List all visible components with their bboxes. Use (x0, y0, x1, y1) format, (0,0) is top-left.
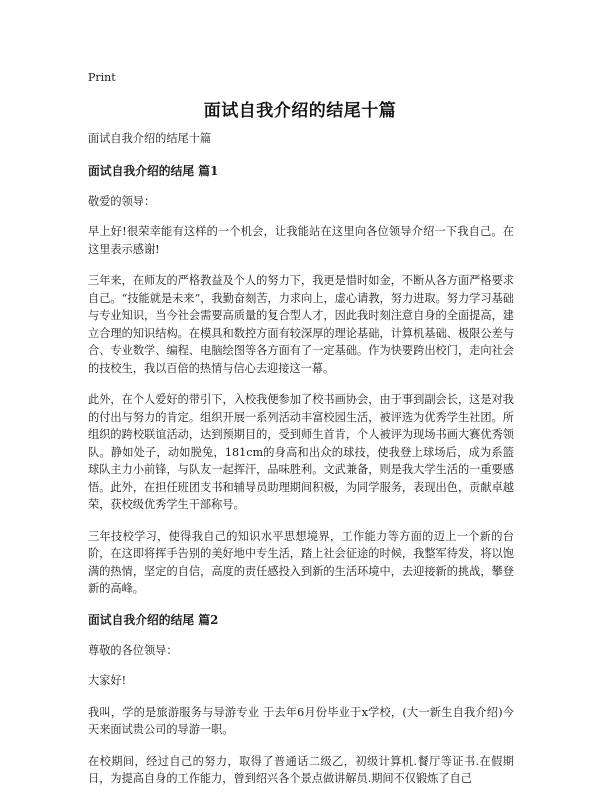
salutation: 敬爱的领导： (88, 194, 156, 208)
document-subtitle: 面试自我介绍的结尾十篇 (88, 132, 212, 145)
paragraph: 我叫，学的是旅游服务与导游专业 于去年6月份毕业于x学校，(大一新生自我介绍)今天来面试贵公司的导游一职。 (88, 705, 514, 736)
salutation: 尊敬的各位领导： (88, 643, 178, 657)
print-label[interactable]: Print (88, 71, 116, 84)
paragraph: 三年技校学习，使得我自己的知识水平思想境界，工作能力等方面的迈上一个新的台阶，在这即将挥手告别的美好地中专生活，踏上社会征途的时候，我整军待发，将以饱满的热情，坚定的自信，高度的责任感投入到新的生活环境中，去迎接新的挑战，攀登新的高峰。 (88, 529, 514, 595)
paragraph: 在校期间，经过自己的努力，取得了普通话二级乙，初级计算机.餐厅等证书.在假期日，为提高自身的工作能力，曾到绍兴各个景点做讲解员.期间不仅锻炼了自己 (88, 754, 514, 785)
paragraph: 早上好!很荣幸能有这样的一个机会，让我能站在这里向各位领导介绍一下我自己。在这里表示感谢! (88, 225, 514, 256)
document-title: 面试自我介绍的结尾十篇 (203, 101, 397, 121)
document-body (88, 130, 514, 802)
section-heading: 面试自我介绍的结尾 篇2 (88, 612, 219, 627)
paragraph: 此外，在个人爱好的带引下，入校我便参加了校书画协会，由于事到副会长，这是对我的付出与努力的肯定。组织开展一系列活动丰富校园生活，被评选为优秀学生社团。所组织的跨校联谊活动，达到预期目的，受到师生首肯，个人被评为现场书画大赛优秀领队。静如处子，动如脱兔，181cm的身高和出众的球技，使我登上球场后，成为系篮球队主力小前锋，与队友一起挥汗，品味胜利。文武兼备，则是我大学生活的一重要感悟。此外，在担任班团支书和辅导员助理期间积极，为同学服务，表现出色，贡献卓越荣，获校级优秀学生干部称号。 (88, 393, 514, 511)
greeting: 大家好! (88, 674, 127, 687)
paragraph: 三年来，在师友的严格教益及个人的努力下，我更是惜时如金，不断从各方面严格要求自己。“技能就是未来”，我勤奋刻苦，力求向上，虚心请教，努力进取。努力学习基础与专业知识，当今社会需要高质量的复合型人才，因此我时刻注意自身的全面提高，建立合理的知识结构。在模具和数控方面有较深厚的理论基础，计算机基础、极限公差与合、专业数学、编程、电脑绘图等各方面有了一定基础。作为快要跨出校门，走向社会的技校生，我以百倍的热情与信心去迎接这一幕。 (88, 274, 514, 375)
section-heading: 面试自我介绍的结尾 篇1 (88, 163, 219, 178)
